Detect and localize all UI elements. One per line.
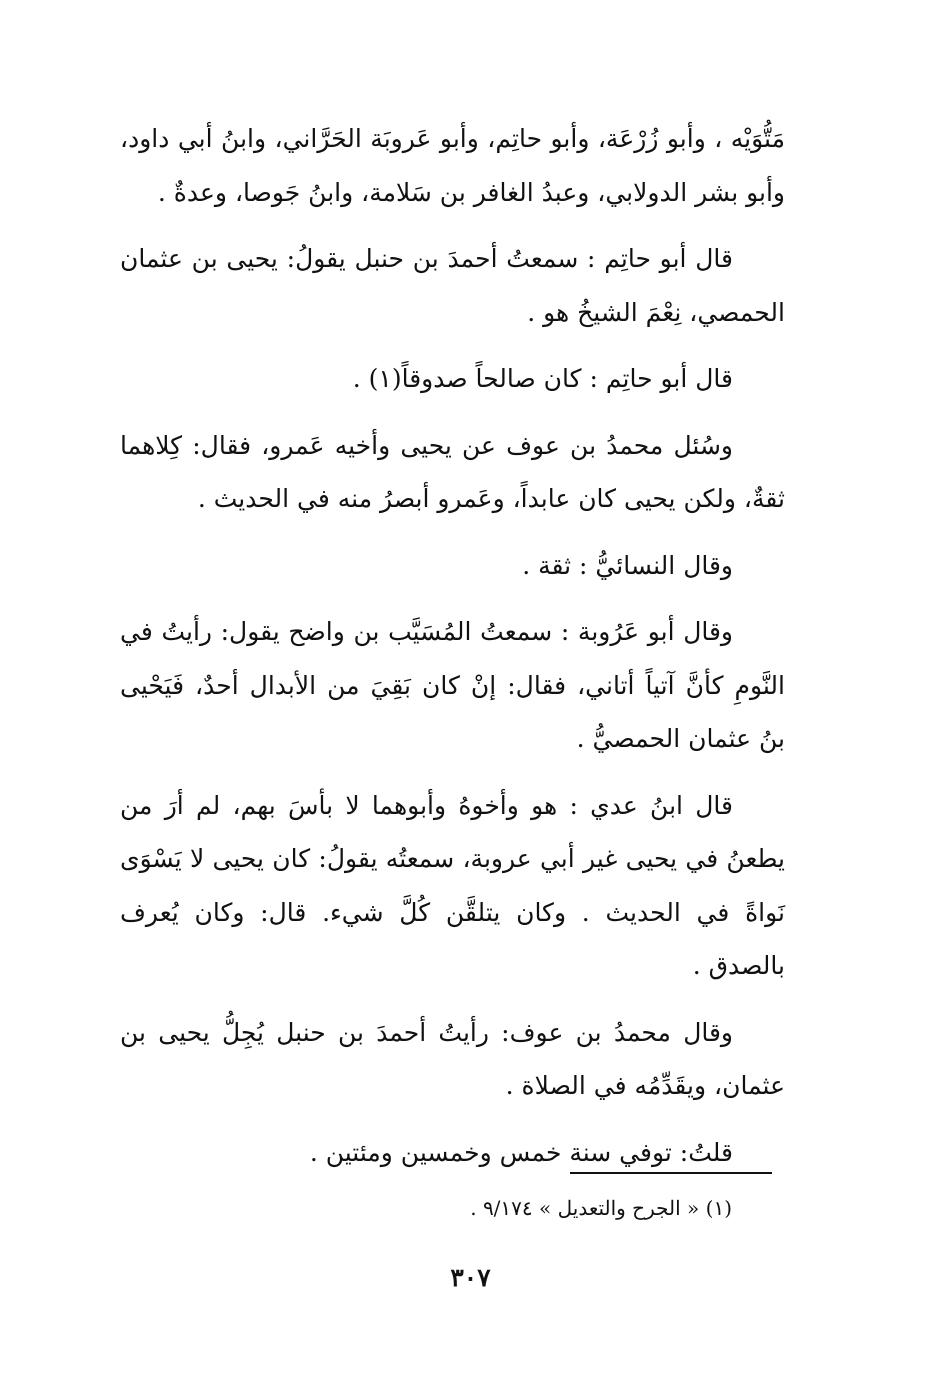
footnote: (١) « الجرح والتعديل » ٩/١٧٤ . bbox=[470, 1196, 732, 1220]
paragraph-abu-hatim-saduq: قال أبو حاتِم : كان صالحاً صدوقاً(١) . bbox=[352, 364, 733, 393]
paragraph-ibn-adi: قال ابنُ عدي : هو وأخوهُ وأبوهما لا بأسَ بهم، لم أرَ من يطعنُ في يحيى غير أبي عروبة، سمعتُه يقولُ: كان يحيى لا يَسْوَى نَواةً في الحديث . وكان يتلقَّن كُلَّ شيء. قال: وكان يُعرف بالصدق . bbox=[120, 790, 785, 980]
page-number: ٣٠٧ bbox=[450, 1263, 491, 1292]
paragraph-abu-aruba-dream: وقال أبو عَرُوبة : سمعتُ المُسَيَّب بن واضح يقول: رأيتُ في النَّومِ كأنَّ آتياً أتاني، فقال: إنْ كان بَقِيَ من الأبدال أحدٌ، فَيَحْيى بنُ عثمان الحمصيُّ . bbox=[120, 617, 785, 753]
paragraph-students-list: مَتُّوَيْه ، وأبو زُرْعَة، وأبو حاتِم، وأبو عَروبَة الحَرَّاني، وابنُ أبي داود، وأبو بشر الدولابي، وعبدُ الغافر بن سَلامة، وابنُ جَوصا، وعدةٌ . bbox=[120, 124, 785, 207]
paragraph-nasai: وقال النسائيُّ : ثقة . bbox=[522, 550, 733, 580]
paragraph-muhammad-ibn-awf-prayer: وقال محمدُ بن عوف: رأيتُ أحمدَ بن حنبل يُجِلُّ يحيى بن عثمان، ويقَدِّمُه في الصلاة . bbox=[120, 1017, 785, 1100]
paragraph-muhammad-ibn-awf-question: وسُئل محمدُ بن عوف عن يحيى وأخيه عَمرو، فقال: كِلاهما ثقةٌ، ولكن يحيى كان عابداً، وعَمرو أبصرُ منه في الحديث . bbox=[120, 430, 785, 513]
paragraph-abu-hatim-ahmad: قال أبو حاتِم : سمعتُ أحمدَ بن حنبل يقولُ: يحيى بن عثمان الحمصي، نِعْمَ الشيخُ هو . bbox=[120, 244, 785, 327]
footnote-divider bbox=[570, 1172, 772, 1174]
main-text-block bbox=[120, 112, 785, 1192]
paragraph-death-year: قلتُ: توفي سنة خمس وخمسين ومئتين . bbox=[309, 1137, 733, 1167]
